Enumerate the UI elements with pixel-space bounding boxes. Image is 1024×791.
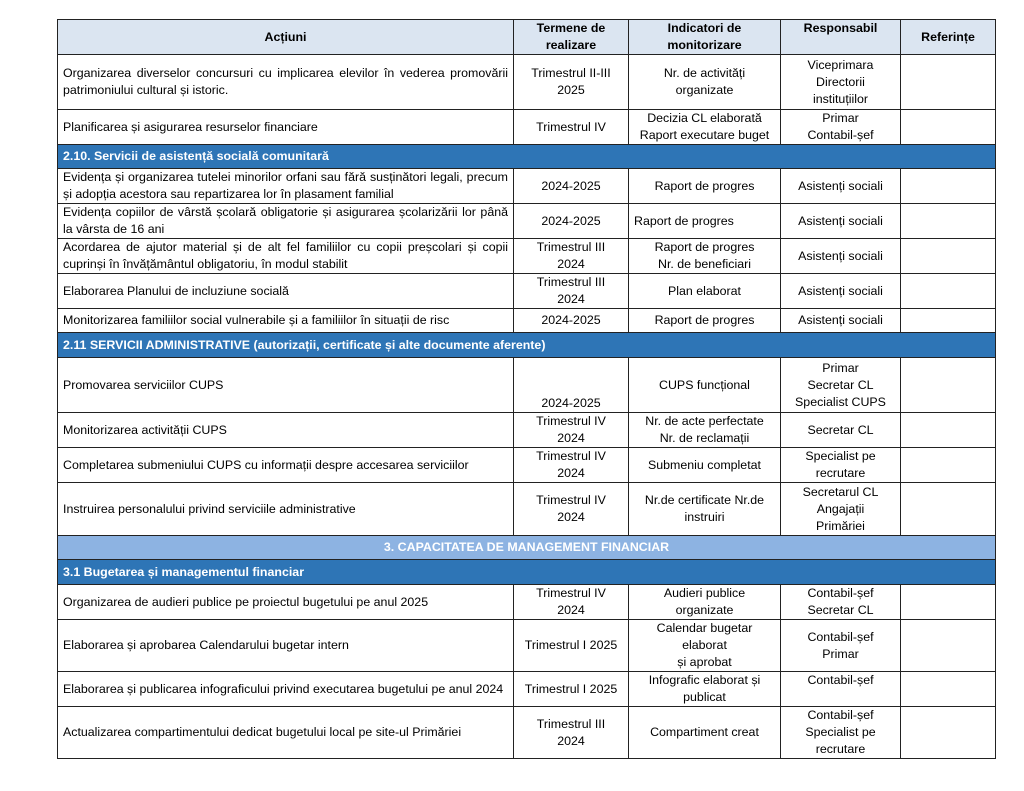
cell-line: Trimestrul III: [536, 716, 606, 731]
references-cell: [901, 358, 996, 413]
cell-line: Trimestrul II-III: [531, 66, 611, 80]
references-cell: [901, 448, 996, 483]
cell-line: și aprobat: [677, 655, 732, 669]
deadline-cell: [514, 55, 629, 110]
action-cell: Evidența și organizarea tutelei minorilor orfani sau fără susținători legali, precum și adopția acestora sau repartizarea lor în plasament familial: [58, 169, 514, 204]
cell-line: Raport de progres: [654, 313, 755, 327]
cell-line: Infografic elaborat și: [648, 673, 761, 687]
responsible-cell: [781, 448, 901, 483]
references-cell: [901, 707, 996, 759]
indicator-cell: [629, 55, 781, 110]
table-row: [58, 707, 996, 759]
cell-line: instituțiilor: [812, 91, 869, 106]
cell-line: Primar: [822, 646, 859, 661]
action-plan-table: [57, 19, 996, 759]
cell-line: 2024-2025: [541, 313, 601, 327]
indicator-cell: [629, 110, 781, 145]
cell-line: Secretar CL: [807, 603, 874, 617]
deadline-cell: [514, 585, 629, 620]
responsible-cell: [781, 110, 901, 145]
responsible-cell: [781, 274, 901, 309]
references-cell: [901, 204, 996, 239]
cell-line: Contabil-șef: [807, 586, 874, 600]
cell-line: 2024: [557, 257, 585, 271]
cell-line: Asistenți sociali: [798, 248, 883, 263]
references-cell: [901, 585, 996, 620]
chapter-title: 3. CAPACITATEA DE MANAGEMENT FINANCIAR: [58, 536, 996, 560]
cell-line: Calendar bugetar elaborat: [656, 621, 753, 652]
indicator-cell: [629, 358, 781, 413]
responsible-cell: [781, 413, 901, 448]
cell-line: Viceprimara: [807, 57, 874, 72]
indicator-cell: [629, 169, 781, 204]
indicator-cell: [629, 239, 781, 274]
action-cell: Completarea submeniului CUPS cu informații despre accesarea serviciilor: [58, 448, 514, 483]
responsible-cell: [781, 483, 901, 536]
cell-line: Raport executare buget: [639, 128, 770, 142]
action-cell: Elaborarea și publicarea infograficului privind executarea bugetului pe anul 2024: [58, 672, 514, 707]
chapter-header-row: [58, 536, 996, 560]
references-cell: [901, 413, 996, 448]
responsible-cell: [781, 707, 901, 759]
responsible-cell: [781, 169, 901, 204]
references-cell: [901, 169, 996, 204]
cell-line: Raport de progres: [654, 240, 755, 254]
cell-line: Nr. de activități organizate: [663, 66, 746, 97]
action-cell: Monitorizarea familiilor social vulnerabile și a familiilor în situații de risc: [58, 309, 514, 333]
deadline-cell: [514, 672, 629, 707]
section-title: 3.1 Bugetarea și managementul financiar: [58, 560, 996, 585]
cell-line: Contabil-șef: [807, 673, 874, 687]
cell-line: recrutare: [815, 466, 866, 480]
table-header-row: [58, 20, 996, 55]
references-cell: [901, 620, 996, 672]
section-title: 2.11 SERVICII ADMINISTRATIVE (autorizații, certificate și alte documente aferente): [58, 333, 996, 358]
table-row: [58, 620, 996, 672]
references-cell: [901, 672, 996, 707]
responsible-cell: [781, 55, 901, 110]
responsible-cell: [781, 672, 901, 707]
responsible-cell: [781, 585, 901, 620]
table-row: [58, 483, 996, 536]
header-indicators: Indicatori de monitorizare: [629, 20, 781, 55]
table-body: [58, 55, 996, 759]
cell-line: Raport de progres: [634, 213, 734, 228]
table-row: [58, 169, 996, 204]
cell-line: Trimestrul IV: [536, 119, 606, 134]
cell-line: Specialist pe: [805, 725, 876, 739]
cell-line: 2024-2025: [541, 396, 601, 410]
cell-line: 2024-2025: [541, 178, 601, 193]
cell-line: Nr. de reclamații: [659, 431, 750, 445]
cell-line: Primar: [822, 111, 859, 125]
cell-line: Secretar CL: [807, 377, 874, 392]
cell-line: Trimestrul I 2025: [524, 638, 618, 652]
action-cell: Actualizarea compartimentului dedicat bugetului local pe site-ul Primăriei: [58, 707, 514, 759]
table-row: [58, 309, 996, 333]
cell-line: Trimestrul I 2025: [524, 681, 618, 696]
cell-line: 2024: [557, 292, 585, 306]
cell-line: Contabil-șef: [807, 708, 874, 722]
indicator-cell: [629, 483, 781, 536]
action-cell: Elaborarea și aprobarea Calendarului bugetar intern: [58, 620, 514, 672]
references-cell: [901, 309, 996, 333]
cell-line: 2024: [557, 431, 585, 445]
cell-line: Angajații: [816, 501, 865, 516]
table-row: [58, 274, 996, 309]
references-cell: [901, 55, 996, 110]
table-row: [58, 239, 996, 274]
action-cell: Organizarea de audieri publice pe proiectul bugetului pe anul 2025: [58, 585, 514, 620]
responsible-cell: [781, 620, 901, 672]
indicator-cell: [629, 204, 781, 239]
cell-line: Asistenți sociali: [798, 283, 883, 298]
cell-line: Raport de progres: [654, 178, 755, 193]
deadline-cell: [514, 620, 629, 672]
cell-line: 2025: [557, 83, 585, 97]
cell-line: Trimestrul IV: [536, 586, 606, 600]
action-cell: Organizarea diverselor concursuri cu implicarea elevilor în vederea promovării patrimoniului cultural și istoric.: [58, 55, 514, 110]
cell-line: Trimestrul IV: [536, 414, 606, 428]
cell-line: Submeniu completat: [648, 457, 761, 472]
deadline-cell: [514, 358, 629, 413]
action-cell: Evidența copiilor de vârstă școlară obligatorie și asigurarea școlarizării lor până la vârsta de 16 ani: [58, 204, 514, 239]
cell-line: 2024-2025: [541, 213, 601, 228]
deadline-cell: [514, 110, 629, 145]
cell-line: Trimestrul IV: [536, 493, 606, 507]
references-cell: [901, 274, 996, 309]
cell-line: Trimestrul III: [536, 240, 606, 254]
cell-line: 2024: [557, 466, 585, 480]
cell-line: Secretarul CL: [802, 484, 879, 499]
cell-line: Specialist pe: [805, 449, 876, 463]
indicator-cell: [629, 309, 781, 333]
section-header-row: [58, 560, 996, 585]
deadline-cell: [514, 169, 629, 204]
table-row: [58, 110, 996, 145]
cell-line: Asistenți sociali: [798, 178, 883, 193]
deadline-cell: [514, 413, 629, 448]
cell-line: Audieri publice organizate: [663, 586, 746, 617]
table-row: [58, 585, 996, 620]
references-cell: [901, 110, 996, 145]
responsible-cell: [781, 239, 901, 274]
table-row: [58, 413, 996, 448]
cell-line: Nr. de beneficiari: [658, 257, 751, 271]
indicator-cell: [629, 620, 781, 672]
action-cell: Elaborarea Planului de incluziune socială: [58, 274, 514, 309]
indicator-cell: [629, 448, 781, 483]
deadline-cell: [514, 707, 629, 759]
cell-line: Trimestrul IV: [536, 449, 606, 463]
indicator-cell: [629, 413, 781, 448]
responsible-cell: [781, 204, 901, 239]
deadline-cell: [514, 274, 629, 309]
header-references: Referințe: [901, 20, 996, 55]
cell-line: instruiri: [684, 510, 725, 524]
cell-line: Decizia CL elaborată: [647, 111, 762, 125]
deadline-cell: [514, 239, 629, 274]
cell-line: 2024: [557, 733, 585, 748]
cell-line: 2024: [557, 603, 585, 617]
deadline-cell: [514, 204, 629, 239]
section-header-row: [58, 145, 996, 169]
deadline-cell: [514, 448, 629, 483]
header-responsible: Responsabil: [781, 20, 901, 55]
references-cell: [901, 239, 996, 274]
action-cell: Acordarea de ajutor material și de alt fel familiilor cu copii preșcolari și copii cuprinși în învățământul obligatoriu, în modul stabilit: [58, 239, 514, 274]
section-title: 2.10. Servicii de asistență socială comunitară: [58, 145, 996, 169]
table-row: [58, 448, 996, 483]
cell-line: Plan elaborat: [667, 283, 742, 298]
cell-line: Primar: [822, 360, 859, 375]
table-row: [58, 204, 996, 239]
cell-line: publicat: [683, 690, 726, 704]
action-cell: Monitorizarea activității CUPS: [58, 413, 514, 448]
cell-line: Contabil-șef: [807, 629, 874, 644]
deadline-cell: [514, 483, 629, 536]
cell-line: Trimestrul III: [536, 275, 606, 289]
cell-line: Asistenți sociali: [798, 213, 883, 228]
cell-line: CUPS funcțional: [659, 377, 750, 392]
table-row: [58, 672, 996, 707]
indicator-cell: [629, 672, 781, 707]
action-cell: Instruirea personalului privind serviciile administrative: [58, 483, 514, 536]
table-row: [58, 55, 996, 110]
cell-line: Primăriei: [816, 518, 865, 533]
cell-line: Asistenți sociali: [798, 313, 883, 327]
deadline-cell: [514, 309, 629, 333]
cell-line: 2024: [557, 510, 585, 524]
header-actions: Acțiuni: [58, 20, 514, 55]
responsible-cell: [781, 358, 901, 413]
section-header-row: [58, 333, 996, 358]
action-cell: Promovarea serviciilor CUPS: [58, 358, 514, 413]
action-cell: Planificarea și asigurarea resurselor financiare: [58, 110, 514, 145]
indicator-cell: [629, 274, 781, 309]
cell-line: Secretar CL: [807, 422, 874, 437]
cell-line: Nr. de acte perfectate: [645, 414, 764, 428]
responsible-cell: [781, 309, 901, 333]
indicator-cell: [629, 585, 781, 620]
cell-line: Contabil-șef: [807, 128, 874, 142]
indicator-cell: [629, 707, 781, 759]
cell-line: Specialist CUPS: [795, 394, 886, 409]
cell-line: Directorii: [816, 74, 865, 89]
references-cell: [901, 483, 996, 536]
header-deadline: Termene de realizare: [514, 20, 629, 55]
cell-line: recrutare: [815, 742, 866, 756]
cell-line: Nr.de certificate Nr.de: [644, 493, 765, 507]
cell-line: Compartiment creat: [650, 725, 759, 739]
table-row: [58, 358, 996, 413]
